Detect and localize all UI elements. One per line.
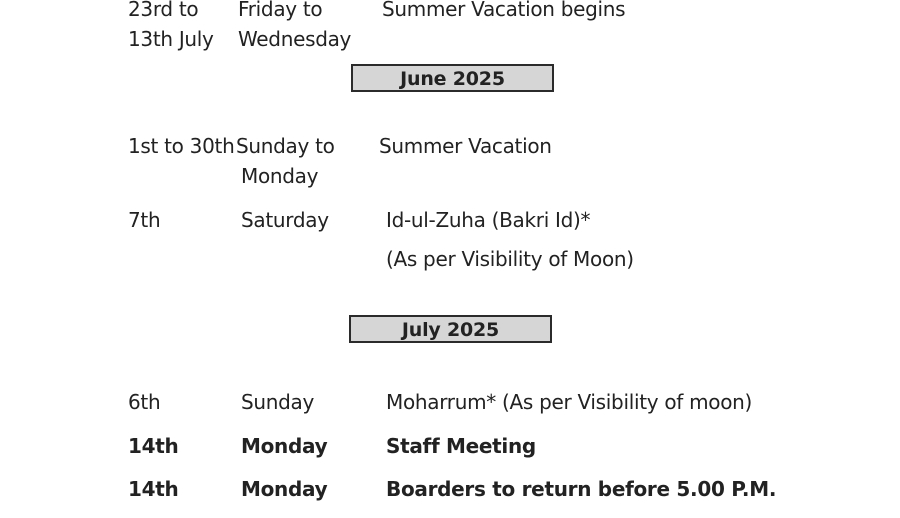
june-row-2-day: Saturday xyxy=(241,208,329,232)
may-date-line1: 23rd to xyxy=(128,0,199,21)
july-row-3-day: Monday xyxy=(241,477,328,501)
june-row-2-date: 7th xyxy=(128,208,161,232)
june-row-1-date: 1st to 30th xyxy=(128,134,235,158)
july-row-3-event: Boarders to return before 5.00 P.M. xyxy=(386,477,777,501)
july-row-3-date: 14th xyxy=(128,477,179,501)
june-row-2-event-line1: Id-ul-Zuha (Bakri Id)* xyxy=(386,208,591,232)
may-date-line2: 13th July xyxy=(128,27,214,51)
june-row-1-event: Summer Vacation xyxy=(379,134,552,158)
may-day-line1: Friday to xyxy=(238,0,323,21)
july-row-2-date: 14th xyxy=(128,434,179,458)
month-heading-june: June 2025 xyxy=(351,64,554,92)
july-row-2-event: Staff Meeting xyxy=(386,434,536,458)
july-row-1-event: Moharrum* (As per Visibility of moon) xyxy=(386,390,753,414)
month-heading-july: July 2025 xyxy=(349,315,552,343)
june-row-2-event-line2: (As per Visibility of Moon) xyxy=(386,247,634,271)
may-event: Summer Vacation begins xyxy=(382,0,626,21)
may-day-line2: Wednesday xyxy=(238,27,352,51)
july-row-2-day: Monday xyxy=(241,434,328,458)
july-row-1-day: Sunday xyxy=(241,390,315,414)
june-row-1-day-line1: Sunday to xyxy=(236,134,335,158)
june-row-1-day-line2: Monday xyxy=(241,164,319,188)
july-row-1-date: 6th xyxy=(128,390,161,414)
